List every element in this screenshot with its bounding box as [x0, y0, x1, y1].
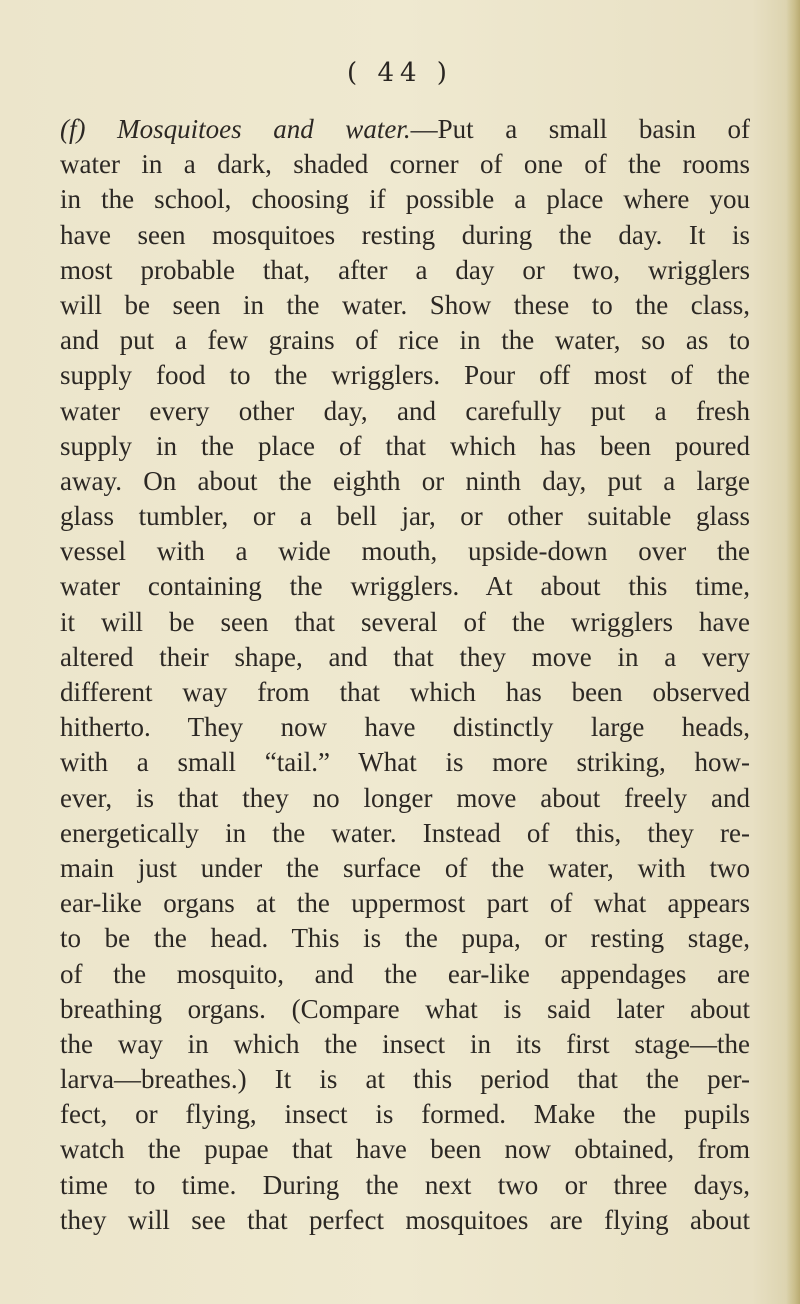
- text-line: glass tumbler, or a bell jar, or other suitable glass: [60, 501, 750, 532]
- page-edge: [786, 0, 800, 1304]
- text-line: altered their shape, and that they move in a very: [60, 641, 750, 672]
- text-line: hitherto. They now have distinctly large heads,: [60, 712, 750, 743]
- text-line: watch the pupae that have been now obtained, from: [60, 1134, 750, 1165]
- page-number: ( 44 ): [347, 58, 453, 88]
- text-line: of the mosquito, and the ear-like appendages are: [60, 958, 750, 989]
- text-line: energetically in the water. Instead of this, they re-: [60, 817, 750, 848]
- text-line: vessel with a wide mouth, upside-down over the: [60, 536, 750, 567]
- text-line: water every other day, and carefully put a fresh: [60, 395, 750, 426]
- text-line: main just under the surface of the water, with two: [60, 852, 750, 883]
- text-line: ear-like organs at the uppermost part of what appears: [60, 888, 750, 919]
- text-line: supply in the place of that which has been poured: [60, 430, 750, 461]
- section-heading: (f) Mosquitoes and water.: [60, 114, 411, 144]
- text-line: to be the head. This is the pupa, or resting stage,: [60, 923, 750, 954]
- text-line: larva—breathes.) It is at this period that the per-: [60, 1064, 750, 1095]
- text-line: away. On about the eighth or ninth day, put a large: [60, 465, 750, 496]
- text-line: they will see that perfect mosquitoes are flying about: [60, 1204, 750, 1235]
- text-line: breathing organs. (Compare what is said later about: [60, 993, 750, 1024]
- text-line: different way from that which has been observed: [60, 677, 750, 707]
- text-line: with a small “tail.” What is more striking, how-: [60, 747, 750, 778]
- text-line: fect, or flying, insect is formed. Make the pupils: [60, 1099, 750, 1130]
- text-line: most probable that, after a day or two, wrigglers: [60, 254, 750, 285]
- text-line: will be seen in the water. Show these to the class,: [60, 289, 750, 320]
- text-line: the way in which the insect in its first stage—the: [60, 1028, 750, 1059]
- text-line: in the school, choosing if possible a place where you: [60, 184, 750, 215]
- text-line: time to time. During the next two or three days,: [60, 1169, 750, 1200]
- text-line: and put a few grains of rice in the water, so as to: [60, 325, 750, 356]
- text-line: it will be seen that several of the wrigglers have: [60, 606, 750, 637]
- text-line: water containing the wrigglers. At about this time,: [60, 571, 750, 602]
- text-line-1: (f) Mosquitoes and water.—Put a small basin of: [60, 114, 750, 144]
- body-text: [60, 112, 750, 1238]
- text-line: water in a dark, shaded corner of one of the rooms: [60, 149, 750, 180]
- text-line: ever, is that they no longer move about freely and: [60, 782, 750, 813]
- text-line: supply food to the wrigglers. Pour off most of the: [60, 360, 750, 391]
- text-line: have seen mosquitoes resting during the day. It is: [60, 219, 750, 250]
